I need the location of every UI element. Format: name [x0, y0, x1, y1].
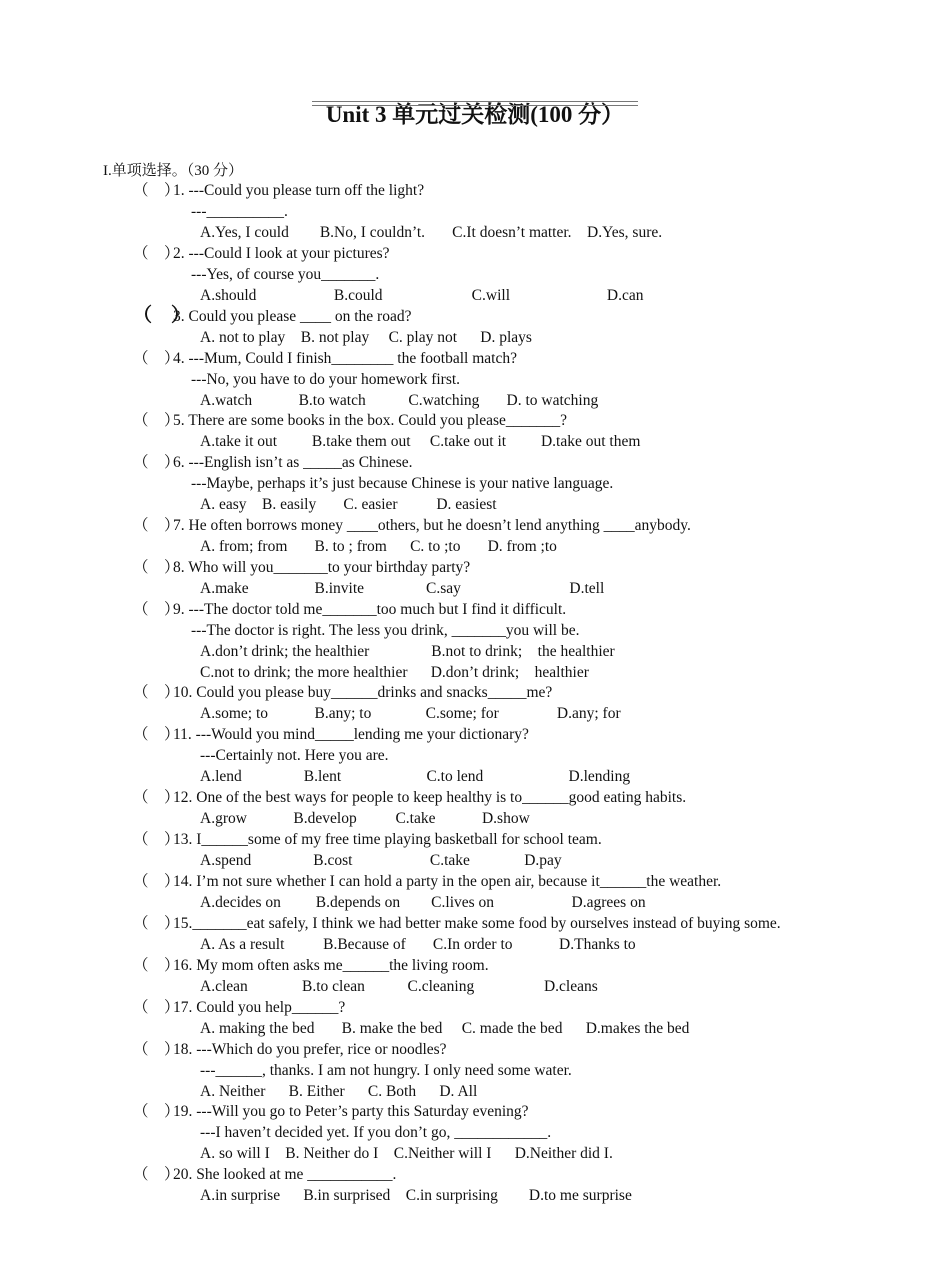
page-title	[0, 96, 950, 129]
title-rule-top	[312, 101, 638, 102]
question-10: （ ）10. Could you please buy______drinks and snacks_____me?	[133, 684, 553, 701]
question-9-options: A.don’t drink; the healthier B.not to drink; the healthier	[200, 643, 615, 660]
question-7-options: A. from; from B. to ; from C. to ;to D. from ;to	[200, 538, 557, 555]
question-19-options: A. so will I B. Neither do I C.Neither will I D.Neither did I.	[200, 1145, 613, 1162]
answer-blank: （ ）	[133, 684, 180, 701]
question-16: （ ）16. My mom often asks me______the living room.	[133, 957, 489, 974]
question-13-options: A.spend B.cost C.take D.pay	[200, 852, 562, 869]
question-15-options: A. As a result B.Because of C.In order to D.Thanks to	[200, 936, 636, 953]
question-14-options: A.decides on B.depends on C.lives on D.agrees on	[200, 894, 646, 911]
answer-blank: （ ）	[133, 831, 180, 848]
question-6-dialog: ---Maybe, perhaps it’s just because Chinese is your native language.	[191, 475, 614, 492]
question-12: （ ）12. One of the best ways for people to keep healthy is to______good eating habits.	[133, 789, 687, 806]
question-3: （ ）3. Could you please ____ on the road?	[133, 305, 412, 326]
question-1-options: A.Yes, I could B.No, I couldn’t. C.It doesn’t matter. D.Yes, sure.	[200, 224, 663, 241]
question-11: （ ）11. ---Would you mind_____lending me your dictionary?	[133, 726, 529, 743]
question-5: （ ）5. There are some books in the box. Could you please_______?	[133, 412, 568, 429]
question-20: （ ）20. She looked at me ___________.	[133, 1166, 397, 1183]
answer-blank: （ ）	[133, 1103, 180, 1120]
question-13: （ ）13. I______some of my free time playing basketball for school team.	[133, 831, 602, 848]
question-18: （ ）18. ---Which do you prefer, rice or noodles?	[133, 1041, 447, 1058]
question-4-options: A.watch B.to watch C.watching D. to watching	[200, 392, 599, 409]
question-2-options: A.should B.could C.will D.can	[200, 287, 644, 304]
question-1-dialog: ---__________.	[191, 203, 288, 220]
answer-blank: （ ）	[133, 517, 180, 534]
answer-blank: （ ）	[133, 559, 180, 576]
question-18-dialog: ---______, thanks. I am not hungry. I only need some water.	[200, 1062, 572, 1079]
answer-blank: （ ）	[133, 873, 180, 890]
question-11-options: A.lend B.lent C.to lend D.lending	[200, 768, 631, 785]
question-8-options: A.make B.invite C.say D.tell	[200, 580, 605, 597]
answer-blank: （ ）	[133, 1166, 180, 1183]
answer-blank: （ ）	[133, 350, 180, 367]
question-6-options: A. easy B. easily C. easier D. easiest	[200, 496, 497, 513]
question-9-dialog: ---The doctor is right. The less you drink, _______you will be.	[191, 622, 580, 639]
question-9-options-2: C.not to drink; the more healthier D.don’t drink; healthier	[200, 664, 589, 681]
question-12-options: A.grow B.develop C.take D.show	[200, 810, 530, 827]
answer-blank: （ ）	[133, 182, 180, 199]
question-2: （ ）2. ---Could I look at your pictures?	[133, 245, 390, 262]
question-19-dialog: ---I haven’t decided yet. If you don’t go, ____________.	[200, 1124, 552, 1141]
question-3-options: A. not to play B. not play C. play not D. plays	[200, 329, 532, 346]
title-rule-bottom	[312, 105, 638, 106]
question-14: （ ）14. I’m not sure whether I can hold a party in the open air, because it______the weather.	[133, 873, 722, 890]
answer-blank: （ ）	[133, 957, 180, 974]
question-11-dialog: ---Certainly not. Here you are.	[200, 747, 389, 764]
question-4: （ ）4. ---Mum, Could I finish________ the football match?	[133, 350, 517, 367]
answer-blank: （ ）	[133, 305, 191, 326]
answer-blank: （ ）	[133, 915, 180, 932]
answer-blank: （ ）	[133, 999, 180, 1016]
question-19: （ ）19. ---Will you go to Peter’s party this Saturday evening?	[133, 1103, 529, 1120]
answer-blank: （ ）	[133, 245, 180, 262]
question-10-options: A.some; to B.any; to C.some; for D.any; for	[200, 705, 621, 722]
question-16-options: A.clean B.to clean C.cleaning D.cleans	[200, 978, 598, 995]
question-7: （ ）7. He often borrows money ____others, but he doesn’t lend anything ____anybody.	[133, 517, 691, 534]
question-2-dialog: ---Yes, of course you_______.	[191, 266, 380, 283]
question-6: （ ）6. ---English isn’t as _____as Chinese.	[133, 454, 413, 471]
question-5-options: A.take it out B.take them out C.take out it D.take out them	[200, 433, 641, 450]
question-4-dialog: ---No, you have to do your homework first.	[191, 371, 461, 388]
answer-blank: （ ）	[133, 789, 180, 806]
section-heading: I.单项选择。（30 分）	[103, 163, 243, 179]
question-17-options: A. making the bed B. make the bed C. made the bed D.makes the bed	[200, 1020, 690, 1037]
question-18-options: A. Neither B. Either C. Both D. All	[200, 1083, 478, 1100]
answer-blank: （ ）	[133, 454, 180, 471]
answer-blank: （ ）	[133, 412, 180, 429]
question-15: （ ）15._______eat safely, I think we had better make some food by ourselves instead of buying some.	[133, 915, 781, 932]
question-8: （ ）8. Who will you_______to your birthday party?	[133, 559, 471, 576]
answer-blank: （ ）	[133, 601, 180, 618]
question-20-options: A.in surprise B.in surprised C.in surprising D.to me surprise	[200, 1187, 632, 1204]
question-1: （ ）1. ---Could you please turn off the light?	[133, 182, 425, 199]
question-9: （ ）9. ---The doctor told me_______too much but I find it difficult.	[133, 601, 567, 618]
answer-blank: （ ）	[133, 1041, 180, 1058]
question-17: （ ）17. Could you help______?	[133, 999, 346, 1016]
answer-blank: （ ）	[133, 726, 180, 743]
title-text: Unit 3 单元过关检测(100 分）	[325, 102, 625, 127]
